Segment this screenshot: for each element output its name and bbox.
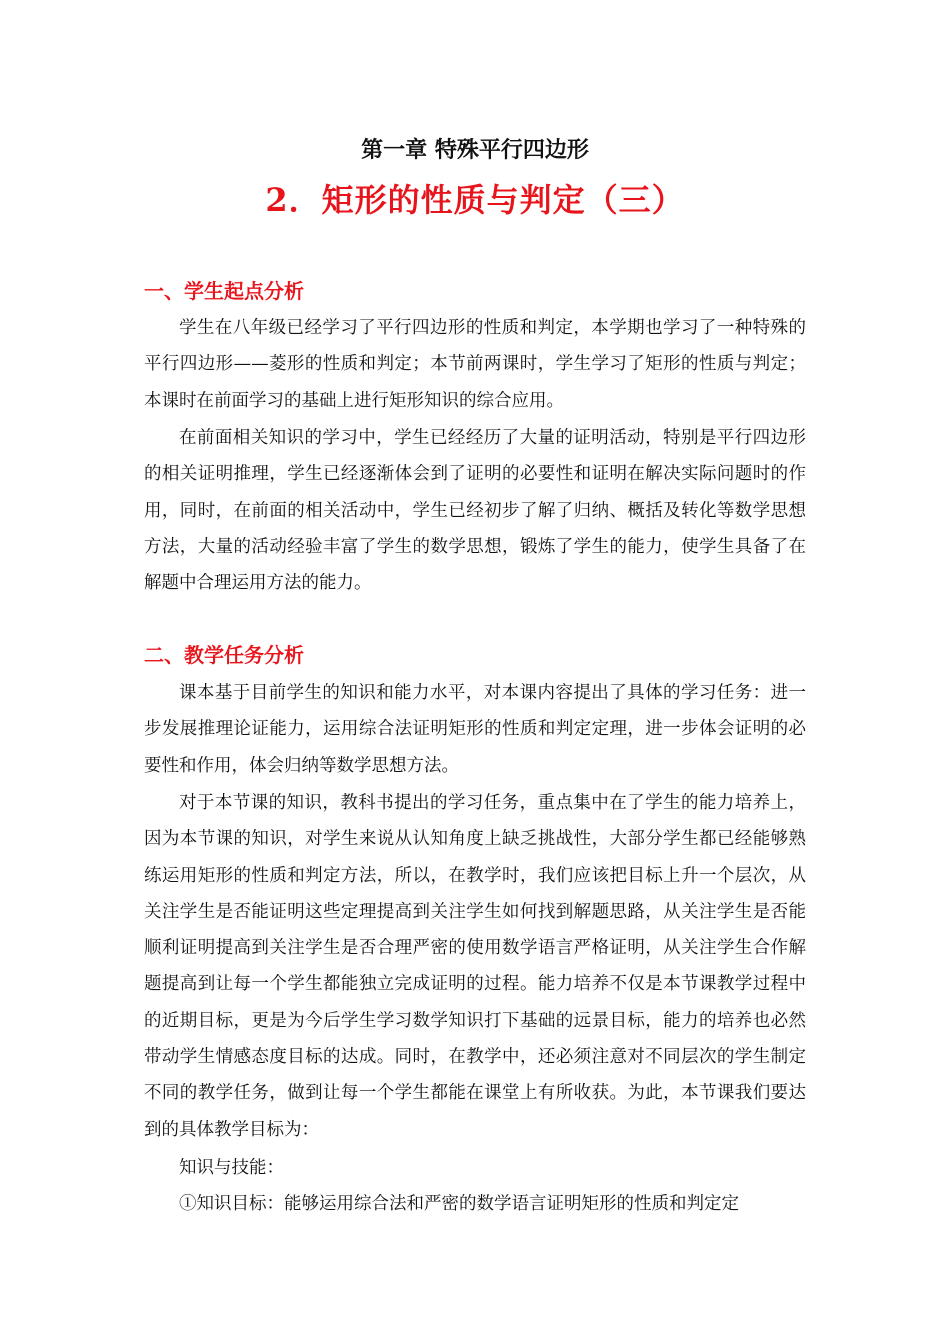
section-heading-student-analysis: 一、学生起点分析 — [144, 279, 304, 303]
lesson-title: 2．矩形的性质与判定（三） — [265, 181, 685, 219]
section-heading-task-analysis: 二、教学任务分析 — [144, 643, 304, 667]
paragraph-task-analysis-1: 课本基于目前学生的知识和能力水平，对本课内容提出了具体的学习任务：进一步发展推理论证能力，运用综合法证明矩形的性质和判定定理，进一步体会证明的必要性和作用，体会归纳等数学思想方法。 — [144, 683, 806, 776]
paragraph-knowledge-skills-label: 知识与技能： — [179, 1158, 284, 1178]
paragraph-student-analysis-2: 在前面相关知识的学习中，学生已经经历了大量的证明活动，特别是平行四边形的相关证明推理，学生已经逐渐体会到了证明的必要性和证明在解决实际问题时的作用，同时，在前面的相关活动中，学生已经初步了解了归纳、概括及转化等数学思想方法，大量的活动经验丰富了学生的数学思想，锻炼了学生的能力，使学生具备了在解题中合理运用方法的能力。 — [144, 428, 806, 594]
paragraph-task-analysis-2: 对于本节课的知识，教科书提出的学习任务，重点集中在了学生的能力培养上，因为本节课的知识，对学生来说从认知角度上缺乏挑战性，大部分学生都已经能够熟练运用矩形的性质和判定方法，所以，在教学时，我们应该把目标上升一个层次，从关注学生是否能证明这些定理提高到关注学生如何找到解题思路，从关注学生是否能顺利证明提高到关注学生是否合理严密的使用数学语言严格证明，从关注学生合作解题提高到让每一个学生都能独立完成证明的过程。能力培养不仅是本节课教学过程中的近期目标，更是为今后学生学习数学知识打下基础的远景目标，能力的培养也必然带动学生情感态度目标的达成。同时，在教学中，还必须注意对不同层次的学生制定不同的教学任务，做到让每一个学生都能在课堂上有所收获。为此，本节课我们要达到的具体教学目标为： — [144, 793, 806, 1140]
paragraph-student-analysis-1: 学生在八年级已经学习了平行四边形的性质和判定，本学期也学习了一种特殊的平行四边形——菱形的性质和判定；本节前两课时，学生学习了矩形的性质与判定；本课时在前面学习的基础上进行矩形知识的综合应用。 — [144, 318, 806, 411]
chapter-title: 第一章 特殊平行四边形 — [361, 137, 589, 163]
paragraph-knowledge-goal: ①知识目标：能够运用综合法和严密的数学语言证明矩形的性质和判定定 — [179, 1194, 739, 1214]
